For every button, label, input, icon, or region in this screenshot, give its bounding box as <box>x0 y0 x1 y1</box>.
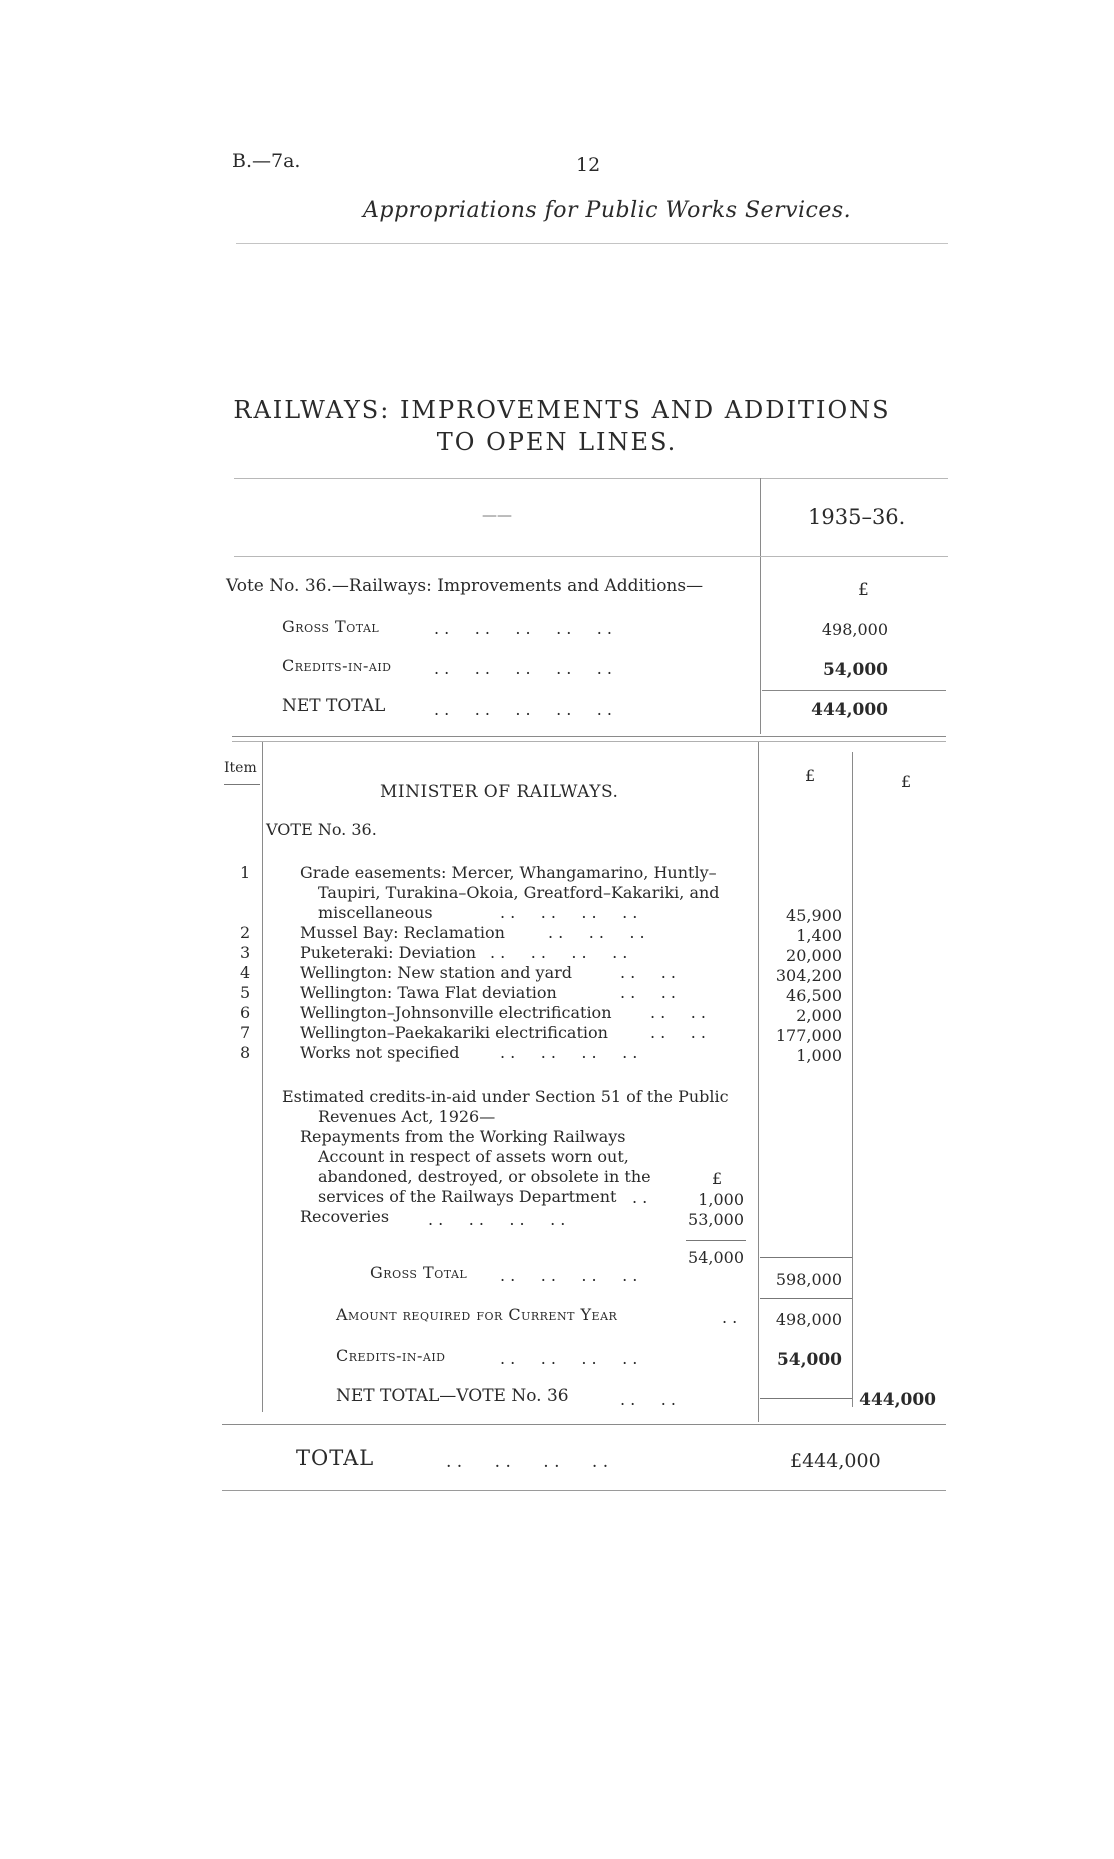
item-description: Grade easements: Mercer, Whangamarino, Huntly– <box>300 863 717 882</box>
detail-total-column-rule <box>852 752 853 1407</box>
net-rule <box>760 1398 852 1399</box>
detail-bottom-rule <box>222 1424 946 1425</box>
item-amount: 177,000 <box>775 1026 842 1045</box>
recoveries-dots: . . . . . . . . <box>428 1210 566 1229</box>
item-header-rule <box>224 784 260 785</box>
grand-total-value: £444,000 <box>790 1450 881 1472</box>
detail-item-column-rule <box>262 742 263 1412</box>
net-total-dots: . . . . <box>620 1390 676 1409</box>
item-dots: . . . . . . . . <box>500 1043 638 1062</box>
item-amount: 2,000 <box>796 1006 842 1025</box>
repayments-text: Account in respect of assets worn out, <box>318 1147 629 1166</box>
summary-credits-label: Credits-in-aid <box>282 656 392 675</box>
repayments-dots: . . <box>632 1188 648 1207</box>
summary-credits-dots: . . . . . . . . . . <box>434 659 613 678</box>
item-dots: . . . . <box>620 963 676 982</box>
item-description: miscellaneous <box>318 903 433 922</box>
recoveries-amount: 53,000 <box>688 1210 744 1229</box>
item-number: 6 <box>240 1003 251 1022</box>
repayments-text: services of the Railways Department <box>318 1187 617 1206</box>
detail-top-rule-2 <box>232 741 946 742</box>
summary-gross-label: Gross Total <box>282 617 380 636</box>
summary-credits-value: 54,000 <box>822 660 888 680</box>
amount-required-value: 498,000 <box>775 1310 842 1329</box>
item-amount: 304,200 <box>775 966 842 985</box>
summary-year-header: 1935–36. <box>808 505 906 529</box>
item-amount: 1,400 <box>796 926 842 945</box>
gross-rule <box>760 1257 852 1258</box>
section-title-line2: TO OPEN LINES. <box>436 428 678 456</box>
total-column-currency: £ <box>901 772 912 791</box>
item-description: Taupiri, Turakina–Okoia, Greatford–Kakariki, and <box>318 883 720 902</box>
summary-column-rule <box>760 478 761 734</box>
item-description: Wellington–Johnsonville electrification <box>300 1003 612 1022</box>
credits-sum: 54,000 <box>688 1248 744 1267</box>
amount-required-label: Amount required for Current Year <box>336 1305 618 1324</box>
header-rule <box>236 243 948 244</box>
item-description: Works not specified <box>300 1043 460 1062</box>
minister-heading: MINISTER OF RAILWAYS. <box>380 782 619 802</box>
credits-in-aid-dots: . . . . . . . . <box>500 1349 638 1368</box>
page-number: 12 <box>576 154 601 176</box>
recoveries-label: Recoveries <box>300 1207 390 1226</box>
item-description: Wellington: New station and yard <box>300 963 572 982</box>
credits-intro: Estimated credits-in-aid under Section 51 of the Public <box>282 1087 729 1106</box>
item-amount: 46,500 <box>786 986 842 1005</box>
grand-total-dots: . . . . . . . . <box>446 1452 609 1472</box>
summary-gross-value: 498,000 <box>821 620 888 639</box>
detail-amount-column-rule <box>758 742 759 1422</box>
item-amount: 45,900 <box>786 906 842 925</box>
summary-subtotal-rule <box>762 690 946 691</box>
summary-net-label: NET TOTAL <box>282 696 386 716</box>
gross-total-underline <box>760 1298 852 1299</box>
credits-in-aid-value: 54,000 <box>776 1350 842 1370</box>
summary-net-value: 444,000 <box>811 700 888 720</box>
net-total-label: NET TOTAL—VOTE No. 36 <box>336 1386 569 1406</box>
summary-header-rule <box>234 556 948 557</box>
repayments-text: Repayments from the Working Railways <box>300 1127 626 1146</box>
vote-heading: VOTE No. 36. <box>266 820 377 839</box>
item-number: 1 <box>240 863 251 882</box>
item-amount: 1,000 <box>796 1046 842 1065</box>
credits-intro: Revenues Act, 1926— <box>318 1107 496 1126</box>
item-number: 3 <box>240 943 251 962</box>
section-title-line1: RAILWAYS: IMPROVEMENTS AND ADDITIONS <box>233 396 891 424</box>
item-number: 5 <box>240 983 251 1002</box>
item-dots: . . . . <box>650 1023 706 1042</box>
grand-total-rule <box>222 1490 946 1491</box>
gross-total-value: 598,000 <box>775 1270 842 1289</box>
item-dots: . . . . <box>620 983 676 1002</box>
amount-required-dots: . . <box>722 1308 738 1327</box>
item-dots: . . . . . . <box>548 923 645 942</box>
item-description: Wellington–Paekakariki electrification <box>300 1023 608 1042</box>
item-amount: 20,000 <box>786 946 842 965</box>
summary-gross-dots: . . . . . . . . . . <box>434 619 613 638</box>
item-description: Mussel Bay: Reclamation <box>300 923 505 942</box>
item-number: 8 <box>240 1043 251 1062</box>
net-total-value: 444,000 <box>859 1390 936 1410</box>
item-dots: . . . . . . . . <box>500 903 638 922</box>
item-number: 7 <box>240 1023 251 1042</box>
credits-in-aid-label: Credits-in-aid <box>336 1346 446 1365</box>
grand-total-label: TOTAL <box>296 1446 375 1470</box>
gross-total-label: Gross Total <box>370 1263 468 1282</box>
credits-sum-rule <box>686 1240 746 1241</box>
summary-header-dash: —— <box>482 506 512 524</box>
repayments-amount: 1,000 <box>698 1190 744 1209</box>
item-description: Wellington: Tawa Flat deviation <box>300 983 557 1002</box>
detail-top-rule <box>232 736 946 737</box>
summary-vote-line: Vote No. 36.—Railways: Improvements and Additions— <box>226 576 704 596</box>
item-column-header: Item <box>224 760 257 776</box>
item-description: Puketeraki: Deviation <box>300 943 477 962</box>
summary-net-dots: . . . . . . . . . . <box>434 700 613 719</box>
page-reference: B.—7a. <box>232 150 301 172</box>
gross-total-dots: . . . . . . . . <box>500 1266 638 1285</box>
amount-column-currency: £ <box>805 766 816 785</box>
summary-top-rule <box>234 478 948 479</box>
item-dots: . . . . <box>650 1003 706 1022</box>
running-title: Appropriations for Public Works Services. <box>363 198 852 223</box>
summary-currency: £ <box>858 580 869 600</box>
repayments-currency: £ <box>712 1169 723 1188</box>
item-number: 2 <box>240 923 251 942</box>
item-dots: . . . . . . . . <box>490 943 628 962</box>
item-number: 4 <box>240 963 251 982</box>
repayments-text: abandoned, destroyed, or obsolete in the <box>318 1167 651 1186</box>
